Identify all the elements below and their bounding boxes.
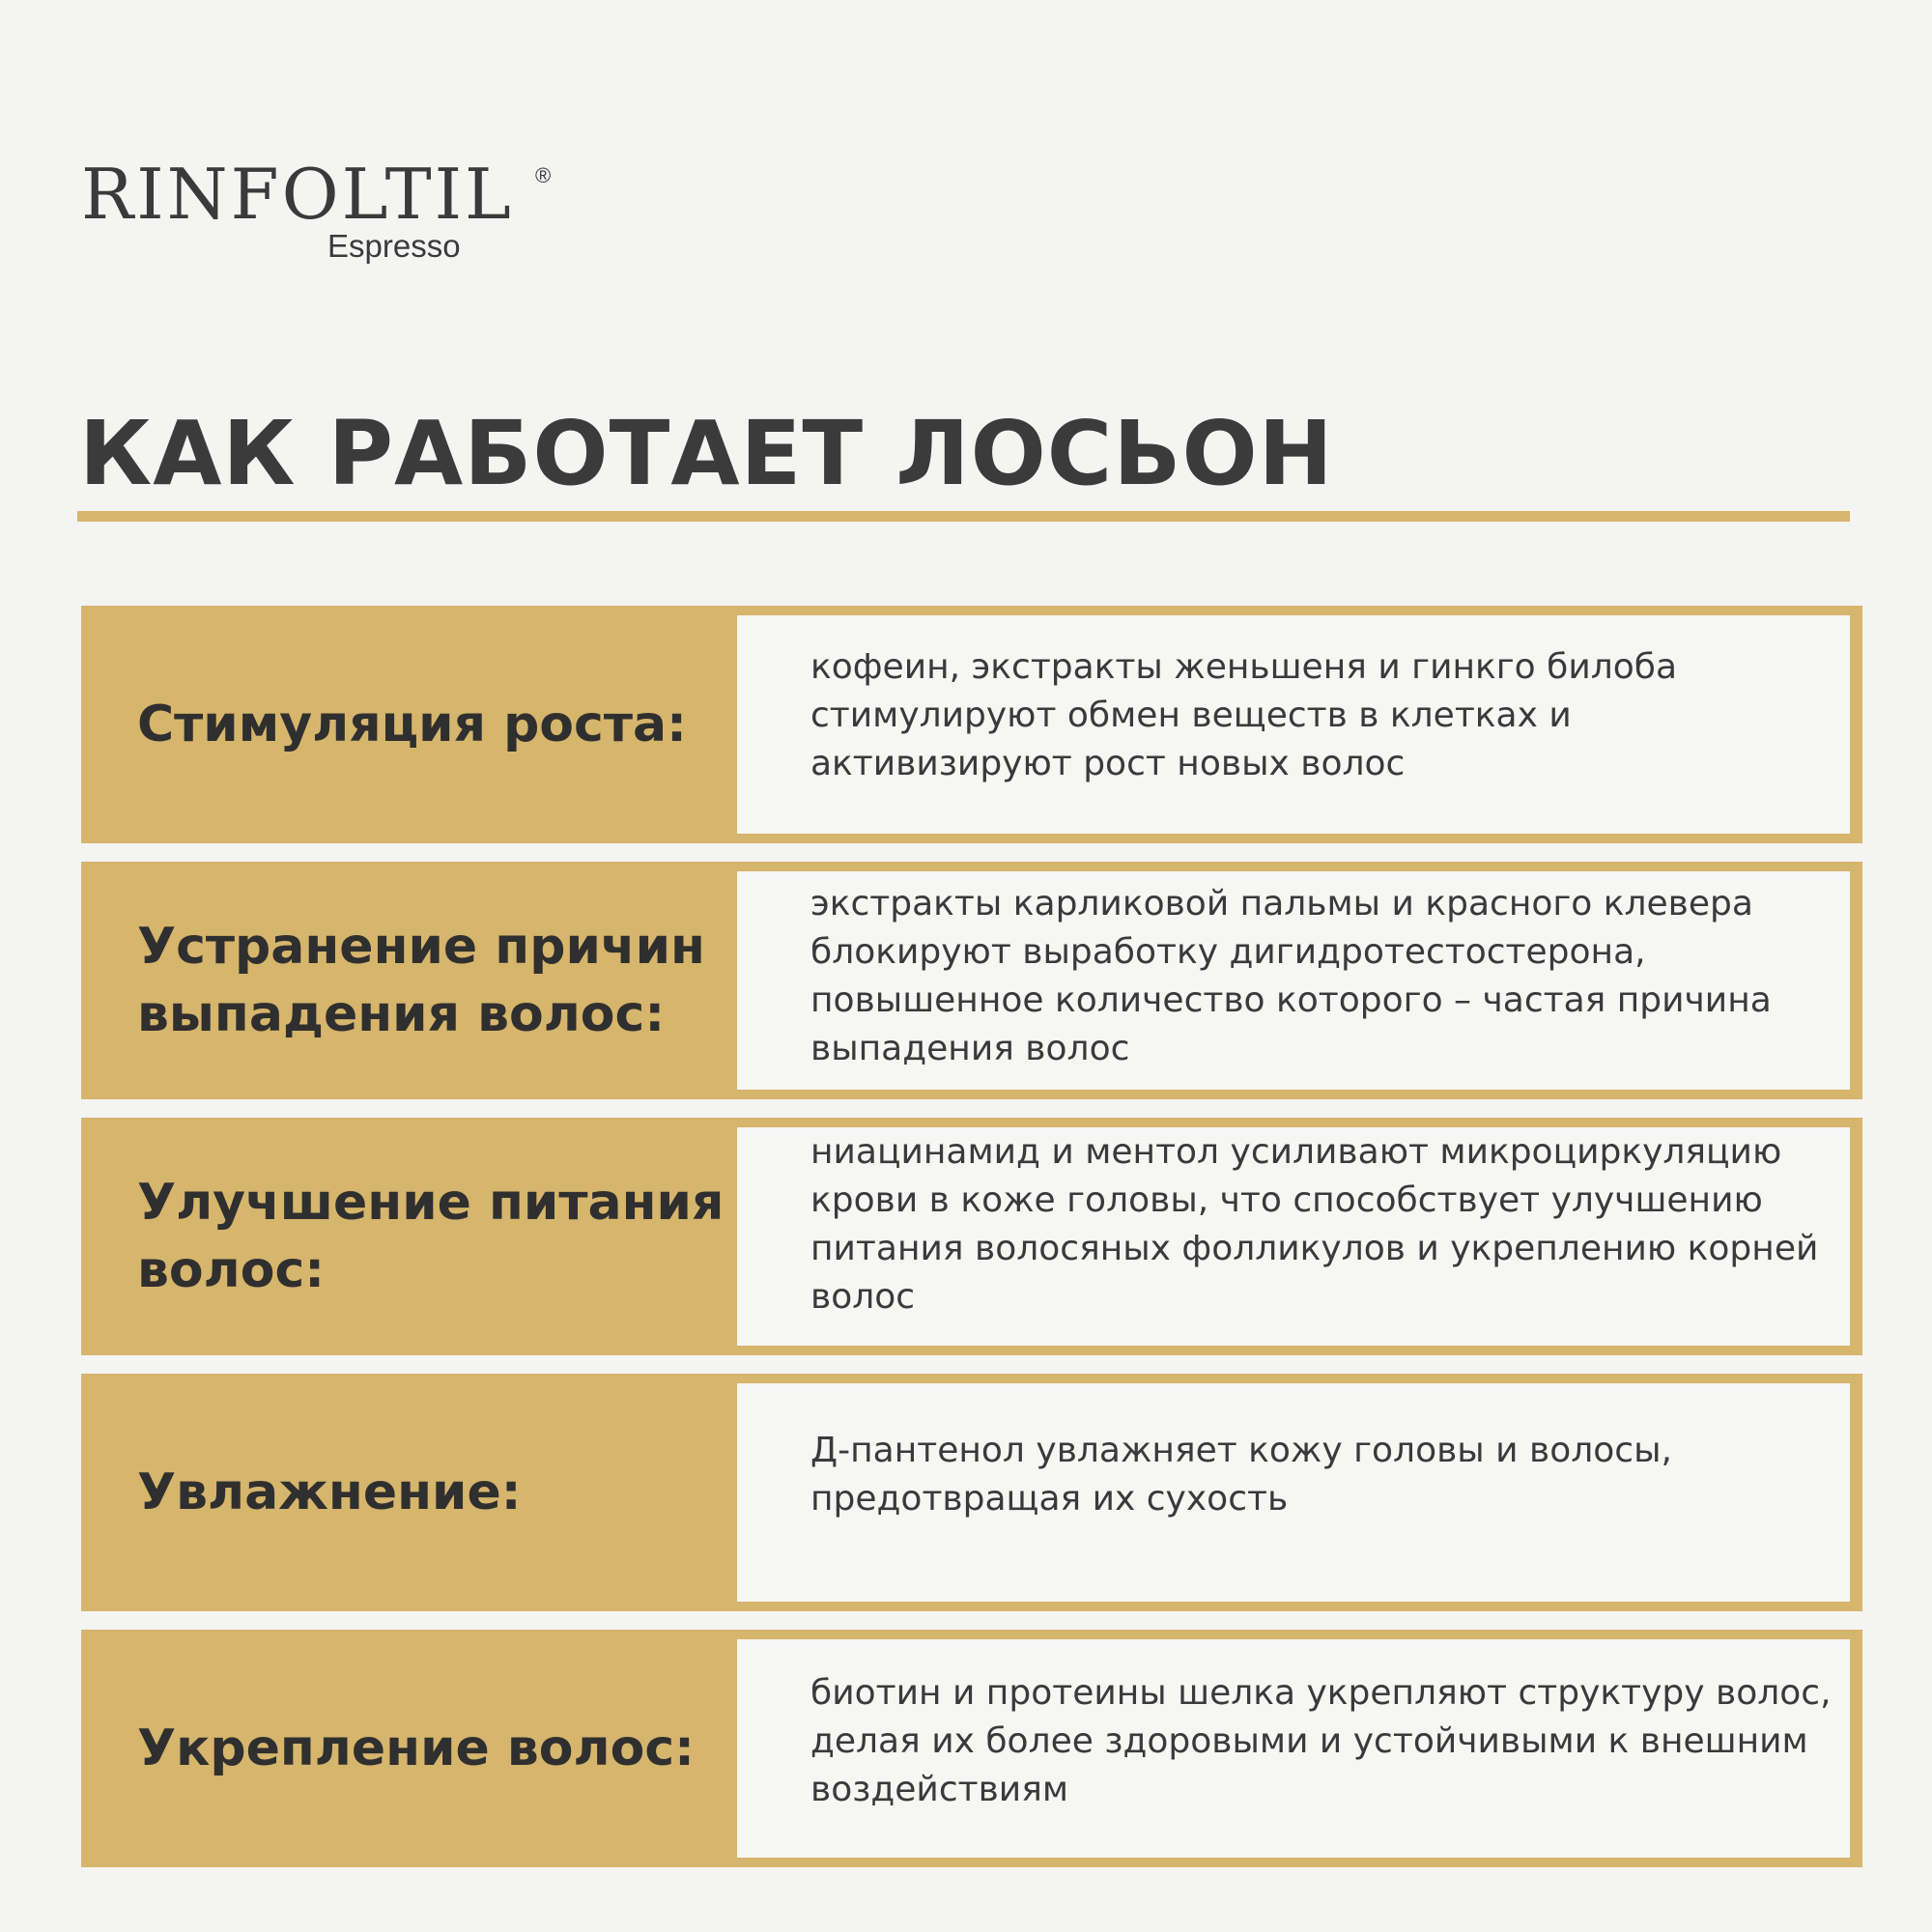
benefit-description-text: кофеин, экстракты женьшеня и гинкго билоба стимулируют обмен веществ в клетках и активизируют рост новых волос	[810, 647, 1678, 783]
benefit-description-box	[737, 1127, 1850, 1346]
registered-mark: ®	[535, 163, 552, 187]
brand-name: RINFOLTIL	[81, 154, 514, 235]
title-underline	[77, 511, 1850, 522]
benefit-description	[810, 871, 1836, 1090]
benefit-description	[810, 1127, 1836, 1346]
benefit-row	[81, 1630, 1862, 1867]
benefit-description-box	[737, 1639, 1850, 1858]
benefit-description	[810, 615, 1836, 834]
benefit-row	[81, 862, 1862, 1099]
benefit-label: Укрепление волос:	[137, 1719, 695, 1777]
brand-logo	[81, 154, 552, 266]
benefit-description-text: ниацинамид и ментол усиливают микроциркуляцию крови в коже головы, что способствует улучшению питания волосяных фолликулов и укреплению корней волос	[810, 1132, 1819, 1317]
benefit-description-box	[737, 1383, 1850, 1602]
benefit-description	[810, 1383, 1836, 1602]
benefit-description	[810, 1639, 1836, 1858]
benefit-description-box	[737, 871, 1850, 1090]
benefit-label: Устранение причин выпадения волос:	[137, 918, 705, 1043]
benefit-row	[81, 1118, 1862, 1355]
page-title: КАК РАБОТАЕТ ЛОСЬОН	[79, 402, 1334, 505]
benefit-row	[81, 606, 1862, 843]
benefit-label: Улучшение питания волос:	[137, 1174, 724, 1299]
benefit-description-box	[737, 615, 1850, 834]
benefit-description-text: биотин и протеины шелка укрепляют структуру волос, делая их более здоровыми и устойчивыми к внешним воздействиям	[810, 1673, 1832, 1809]
brand-subtitle: Espresso	[327, 228, 461, 264]
benefit-row	[81, 1374, 1862, 1611]
benefit-description-text: Д-пантенол увлажняет кожу головы и волосы, предотвращая их сухость	[810, 1431, 1672, 1519]
benefit-description-text: экстракты карликовой пальмы и красного клевера блокируют выработку дигидротестостерона, повышенное количество которого – частая причина выпадения волос	[810, 884, 1772, 1068]
benefit-label: Увлажнение:	[137, 1463, 522, 1521]
benefit-label: Стимуляция роста:	[137, 696, 687, 753]
